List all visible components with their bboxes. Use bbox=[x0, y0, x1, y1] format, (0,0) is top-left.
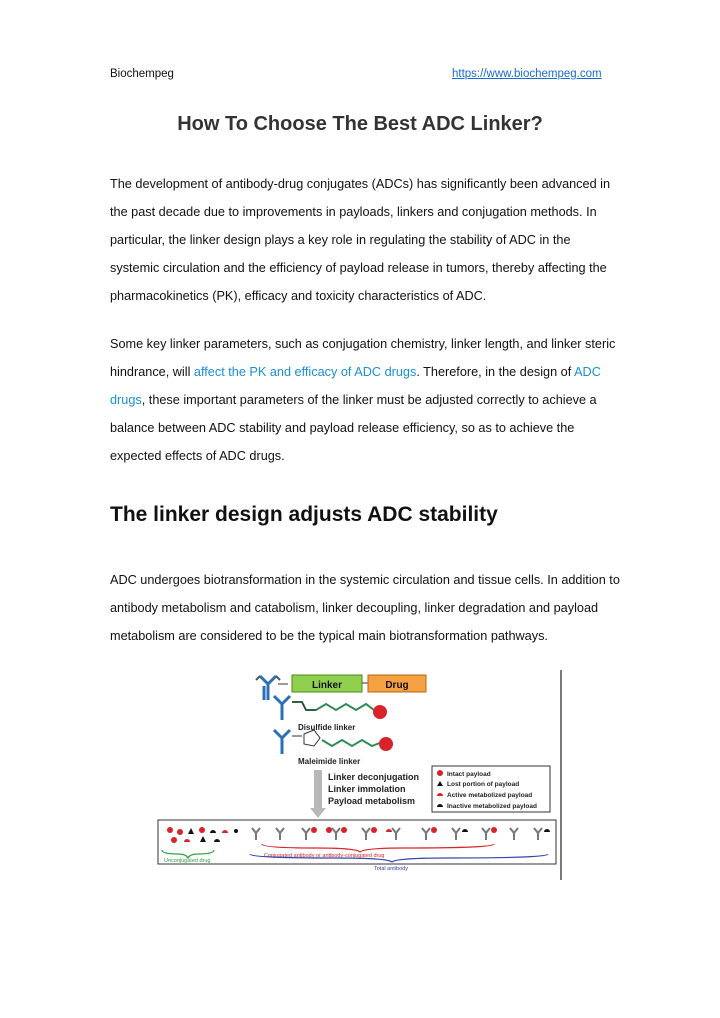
total-label: Total antibody bbox=[374, 866, 408, 872]
maleimide-chain bbox=[322, 740, 382, 746]
legend-intact-icon bbox=[437, 770, 443, 776]
conjugated-label: Conjugated antibody or antibody-conjugated drug bbox=[264, 853, 385, 859]
antibody-icon bbox=[274, 730, 290, 754]
drug-box-label: Drug bbox=[385, 680, 409, 691]
legend-intact: Intact payload bbox=[447, 771, 491, 778]
payload-star bbox=[373, 705, 387, 719]
biotransformation-paragraph: ADC undergoes biotransformation in the systemic circulation and tissue cells. In addition to antibody metabolism and catabolism, linker decoupling, linker degradation and payload metabolism are considered to be the typical main biotransformation pathways. bbox=[110, 573, 620, 643]
pk-efficacy-link[interactable]: affect the PK and efficacy of ADC drugs bbox=[193, 365, 417, 379]
process-arrow-shaft bbox=[314, 770, 322, 808]
para2-text-1: Some key linker parameters, such as conjugation chemistry, linker length, and linker steric hindrance, will bbox=[110, 337, 616, 379]
maleimide-label: Maleimide linker bbox=[298, 757, 361, 766]
disulfide-label: Disulfide linker bbox=[298, 723, 356, 732]
adc-drugs-link[interactable]: ADC drugs bbox=[110, 365, 601, 407]
page-title: How To Choose The Best ADC Linker? bbox=[177, 113, 543, 135]
payload-star bbox=[379, 737, 393, 751]
header-url-link[interactable]: https://www.biochempeg.com bbox=[452, 68, 602, 80]
linker-parameters-paragraph bbox=[110, 330, 620, 470]
unconjugated-label: Unconjugated drug bbox=[164, 858, 211, 864]
legend-active: Active metabolized payload bbox=[447, 792, 533, 799]
step-linker-deconjugation: Linker deconjugation bbox=[328, 772, 420, 782]
linker-box-label: Linker bbox=[311, 680, 343, 691]
process-arrow-head bbox=[310, 808, 326, 818]
step-payload-metabolism: Payload metabolism bbox=[328, 796, 416, 806]
step-linker-immolation: Linker immolation bbox=[328, 784, 406, 794]
header-site-name: Biochempeg bbox=[110, 68, 174, 80]
para2-text-2: . Therefore, in the design of bbox=[416, 365, 575, 379]
adc-biotransformation-figure bbox=[156, 670, 564, 880]
legend-inactive: Inactive metabolized payload bbox=[447, 803, 537, 810]
antibody-icon bbox=[274, 696, 290, 720]
para2-text-3: , these important parameters of the linker must be adjusted correctly to achieve a balance between ADC stability and payload release efficiency, so as to achieve the expected effects of ADC drugs. bbox=[110, 393, 597, 463]
legend-lost: Lost portion of payload bbox=[447, 781, 520, 788]
maleimide-ring bbox=[304, 730, 320, 746]
intro-paragraph: The development of antibody-drug conjugates (ADCs) has significantly been advanced in the past decade due to improvements in payloads, linkers and conjugation methods. In particular, the linker design plays a key role in regulating the stability of ADC in the systemic circulation and the efficiency of payload release in tumors, thereby affecting the pharmacokinetics (PK), efficacy and toxicity characteristics of ADC. bbox=[110, 177, 611, 303]
section-heading: The linker design adjusts ADC stability bbox=[110, 503, 498, 526]
